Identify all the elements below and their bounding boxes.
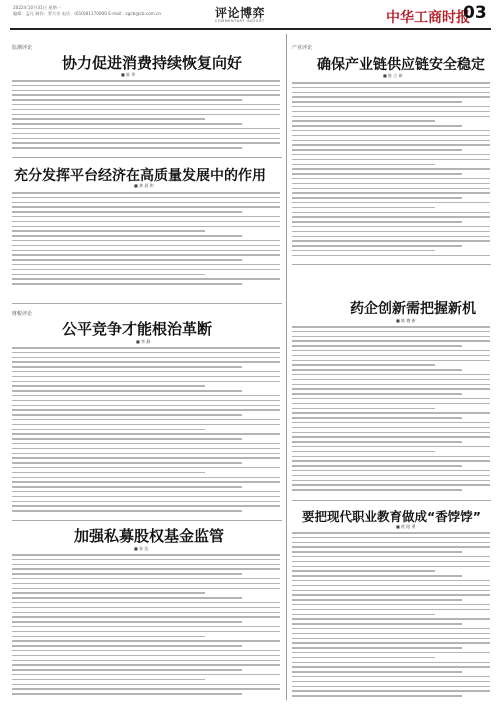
body-text-line: [12, 559, 280, 561]
body-text-line: [12, 679, 205, 681]
body-text-line: [292, 690, 490, 692]
body-text-line: [292, 384, 490, 386]
body-text-line: [12, 269, 280, 271]
body-text-line: [292, 403, 490, 405]
body-text-line: [292, 638, 490, 640]
byline-vocational-education: ■ 欧 阳 勇: [396, 524, 416, 529]
date-line: 2022年10月31日 星期一: [13, 5, 61, 10]
body-text-line: [292, 96, 490, 98]
body-text-line: [292, 647, 462, 649]
body-text-line: [12, 573, 242, 575]
body-text-line: [292, 475, 490, 477]
body-text-line: [12, 578, 280, 580]
body-text-line: [12, 361, 280, 363]
page-number: 03: [463, 3, 487, 23]
body-text-line: [12, 385, 205, 387]
body-text-line: [12, 664, 280, 666]
body-text-line: [292, 432, 490, 434]
body-text-line: [292, 116, 490, 118]
headline-supply-chain: 确保产业链供应链安全稳定: [317, 57, 485, 73]
body-text-line: [12, 118, 205, 120]
body-text-line: [292, 120, 435, 122]
body-text-line: [12, 414, 242, 416]
body-text-line: [292, 537, 490, 539]
body-text-line: [12, 202, 280, 204]
body-text-line: [292, 173, 462, 175]
body-text-line: [292, 408, 435, 410]
body-text-line: [12, 206, 280, 208]
body-text-line: [292, 561, 490, 563]
body-text-line: [292, 159, 490, 161]
body-text-line: [292, 599, 462, 601]
masthead-rule: [10, 28, 491, 30]
byline-fair-competition: ■ 李 静: [136, 339, 151, 344]
body-text-line: [12, 501, 280, 503]
body-text-line: [292, 436, 490, 438]
article-separator: [12, 157, 282, 158]
body-text-line: [12, 583, 280, 585]
body-text-line: [12, 192, 280, 194]
body-text-line: [12, 409, 280, 411]
body-text-line: [292, 188, 490, 190]
body-text-line: [12, 462, 242, 464]
body-text-line: [292, 202, 490, 204]
body-text-line: [12, 90, 280, 92]
byline-pharma-innovation: ■ 陈 德 新: [396, 318, 416, 323]
body-text-line: [12, 147, 242, 149]
body-text-line: [292, 168, 490, 170]
body-text-line: [292, 250, 435, 252]
section-subtitle: COMMENTARY INSIGHT: [215, 19, 265, 23]
body-text-line: [12, 390, 242, 392]
body-text-line: [12, 433, 280, 435]
body-text-line: [292, 456, 490, 458]
headline-consumption: 协力促进消费持续恢复向好: [62, 54, 243, 72]
body-text-line: [12, 481, 280, 483]
body-text-line: [12, 457, 280, 459]
body-text-line: [292, 676, 490, 678]
body-text-line: [12, 85, 280, 87]
body-text-line: [292, 125, 462, 127]
body-text-line: [292, 106, 490, 108]
body-text-line: [12, 472, 205, 474]
article-body-platform-economy: [12, 192, 280, 292]
body-text-line: [292, 542, 490, 544]
body-text-line: [292, 451, 435, 453]
article-separator: [12, 303, 282, 304]
article-body-fair-competition: [12, 347, 280, 515]
column-divider: [286, 34, 287, 700]
body-text-line: [292, 92, 490, 94]
body-text-line: [292, 192, 490, 194]
body-text-line: [292, 82, 490, 84]
body-text-line: [12, 438, 242, 440]
body-text-line: [12, 477, 280, 479]
headline-private-equity: 加强私募股权基金监管: [74, 527, 225, 545]
body-text-line: [292, 417, 462, 419]
article-body-supply-chain: [292, 82, 490, 260]
body-text-line: [292, 652, 490, 654]
body-text-line: [292, 681, 490, 683]
body-text-line: [292, 360, 490, 362]
body-text-line: [292, 580, 490, 582]
body-text-line: [292, 633, 490, 635]
body-text-line: [292, 532, 490, 534]
body-text-line: [12, 138, 280, 140]
body-text-line: [292, 441, 462, 443]
body-text-line: [12, 245, 280, 247]
body-text-line: [12, 564, 280, 566]
body-text-line: [292, 236, 490, 238]
body-text-line: [292, 623, 462, 625]
body-text-line: [12, 250, 280, 252]
body-text-line: [12, 80, 280, 82]
body-text-line: [292, 178, 490, 180]
body-text-line: [12, 621, 242, 623]
body-text-line: [12, 616, 280, 618]
body-text-line: [12, 381, 280, 383]
body-text-line: [292, 484, 490, 486]
body-text-line: [292, 575, 462, 577]
body-text-line: [12, 669, 242, 671]
body-text-line: [292, 489, 462, 491]
body-text-line: [292, 140, 490, 142]
body-text-line: [12, 376, 280, 378]
body-text-line: [12, 588, 280, 590]
body-text-line: [12, 424, 280, 426]
body-text-line: [12, 486, 242, 488]
body-text-line: [292, 614, 435, 616]
body-text-line: [292, 245, 462, 247]
body-text-line: [292, 331, 490, 333]
body-text-line: [292, 393, 462, 395]
body-text-line: [12, 655, 280, 657]
column-tag-industry: 产业评论: [292, 45, 313, 51]
body-text-line: [292, 465, 462, 467]
article-body-private-equity: [12, 554, 280, 700]
body-text-line: [292, 666, 490, 668]
body-text-line: [12, 283, 242, 285]
body-text-line: [12, 554, 280, 556]
body-text-line: [292, 446, 490, 448]
section-title: 评论博弈: [215, 6, 266, 20]
column-tag-tax: 财税评论: [12, 311, 33, 317]
body-text-line: [12, 645, 242, 647]
body-text-line: [12, 636, 205, 638]
body-text-line: [292, 221, 462, 223]
body-text-line: [12, 221, 280, 223]
body-text-line: [12, 230, 205, 232]
body-text-line: [12, 142, 280, 144]
body-text-line: [12, 491, 280, 493]
newspaper-name: 中华工商时报: [386, 10, 470, 26]
body-text-line: [292, 101, 462, 103]
body-text-line: [292, 154, 490, 156]
body-text-line: [12, 607, 280, 609]
body-text-line: [292, 388, 490, 390]
masthead: [0, 0, 500, 30]
body-text-line: [292, 695, 462, 697]
column-tag-consumption: 监测评论: [12, 45, 33, 51]
body-text-line: [292, 604, 490, 606]
body-text-line: [12, 259, 242, 261]
body-text-line: [292, 197, 462, 199]
headline-platform-economy: 充分发挥平台经济在高质量发展中的作用: [14, 168, 266, 184]
article-body-vocational-education: [292, 532, 490, 700]
body-text-line: [12, 453, 280, 455]
body-text-line: [12, 674, 280, 676]
body-text-line: [292, 87, 490, 89]
body-text-line: [12, 216, 280, 218]
body-text-line: [12, 352, 280, 354]
body-text-line: [12, 688, 280, 690]
body-text-line: [292, 470, 490, 472]
body-text-line: [292, 207, 435, 209]
article-body-consumption: [12, 80, 280, 152]
body-text-line: [12, 443, 280, 445]
body-text-line: [12, 235, 242, 237]
editor-line: 编辑：孟凡 制作：罗方芳 电话：(010)81170000 E-mail：zgcb@cb.com.cn: [13, 11, 162, 16]
body-text-line: [12, 128, 280, 130]
article-separator: [292, 500, 491, 501]
article-body-pharma-innovation: [292, 326, 490, 494]
body-text-line: [292, 671, 462, 673]
body-text-line: [12, 467, 280, 469]
body-text-line: [292, 111, 490, 113]
body-text-line: [12, 254, 280, 256]
body-text-line: [292, 609, 490, 611]
body-text-line: [292, 374, 490, 376]
body-text-line: [12, 612, 280, 614]
byline-platform-economy: ■ 龚 晨 和: [134, 183, 154, 188]
body-text-line: [12, 496, 280, 498]
body-text-line: [292, 570, 435, 572]
body-text-line: [292, 618, 490, 620]
body-text-line: [292, 480, 490, 482]
headline-pharma-innovation: 药企创新需把握新机: [350, 301, 476, 317]
body-text-line: [12, 240, 280, 242]
body-text-line: [12, 448, 280, 450]
body-text-line: [12, 684, 280, 686]
body-text-line: [292, 412, 490, 414]
byline-supply-chain: ■ 陈 立 新: [383, 73, 403, 78]
body-text-line: [292, 556, 490, 558]
body-text-line: [12, 274, 205, 276]
body-text-line: [12, 366, 242, 368]
body-text-line: [292, 427, 490, 429]
body-text-line: [292, 355, 490, 357]
body-text-line: [12, 114, 280, 116]
body-text-line: [12, 109, 280, 111]
body-text-line: [12, 419, 280, 421]
headline-fair-competition: 公平竞争才能根治革断: [62, 320, 213, 338]
body-text-line: [12, 99, 242, 101]
body-text-line: [292, 212, 490, 214]
body-text-line: [12, 660, 280, 662]
body-text-line: [12, 505, 280, 507]
body-text-line: [292, 628, 490, 630]
body-text-line: [292, 231, 490, 233]
body-text-line: [292, 585, 490, 587]
body-text-line: [292, 460, 490, 462]
body-text-line: [292, 350, 490, 352]
body-text-line: [12, 568, 280, 570]
body-text-line: [12, 395, 280, 397]
body-text-line: [292, 164, 435, 166]
body-text-line: [12, 133, 280, 135]
body-text-line: [292, 551, 462, 553]
body-text-line: [292, 226, 490, 228]
body-text-line: [292, 594, 490, 596]
byline-private-equity: ■ 张 达: [134, 546, 149, 551]
body-text-line: [12, 357, 280, 359]
body-text-line: [12, 640, 280, 642]
body-text-line: [12, 104, 280, 106]
body-text-line: [12, 278, 280, 280]
body-text-line: [12, 211, 242, 213]
article-separator: [292, 264, 491, 265]
body-text-line: [12, 123, 242, 125]
body-text-line: [292, 216, 490, 218]
body-text-line: [12, 597, 242, 599]
body-text-line: [292, 642, 490, 644]
body-text-line: [12, 510, 242, 512]
body-text-line: [12, 347, 280, 349]
body-text-line: [292, 149, 462, 151]
body-text-line: [12, 631, 280, 633]
body-text-line: [292, 686, 490, 688]
body-text-line: [292, 566, 490, 568]
body-text-line: [292, 130, 490, 132]
body-text-line: [12, 264, 280, 266]
body-text-line: [292, 398, 490, 400]
body-text-line: [292, 336, 490, 338]
body-text-line: [12, 405, 280, 407]
body-text-line: [292, 240, 490, 242]
body-text-line: [292, 379, 490, 381]
body-text-line: [292, 144, 490, 146]
body-text-line: [12, 226, 280, 228]
body-text-line: [12, 429, 205, 431]
byline-consumption: ■ 陈 华: [121, 72, 136, 77]
body-text-line: [292, 546, 490, 548]
body-text-line: [292, 590, 490, 592]
body-text-line: [12, 650, 280, 652]
body-text-line: [12, 592, 205, 594]
body-text-line: [292, 657, 435, 659]
body-text-line: [292, 364, 435, 366]
body-text-line: [292, 369, 462, 371]
body-text-line: [12, 626, 280, 628]
body-text-line: [12, 197, 280, 199]
body-text-line: [12, 693, 242, 695]
body-text-line: [292, 422, 490, 424]
body-text-line: [292, 340, 490, 342]
headline-vocational-education: 要把现代职业教育做成“香饽饽”: [302, 509, 481, 524]
body-text-line: [292, 662, 490, 664]
body-text-line: [12, 94, 280, 96]
body-text-line: [292, 345, 462, 347]
body-text-line: [12, 371, 280, 373]
body-text-line: [292, 135, 490, 137]
article-separator: [12, 520, 282, 521]
body-text-line: [12, 602, 280, 604]
body-text-line: [292, 183, 490, 185]
body-text-line: [12, 400, 280, 402]
body-text-line: [292, 255, 490, 257]
body-text-line: [292, 326, 490, 328]
